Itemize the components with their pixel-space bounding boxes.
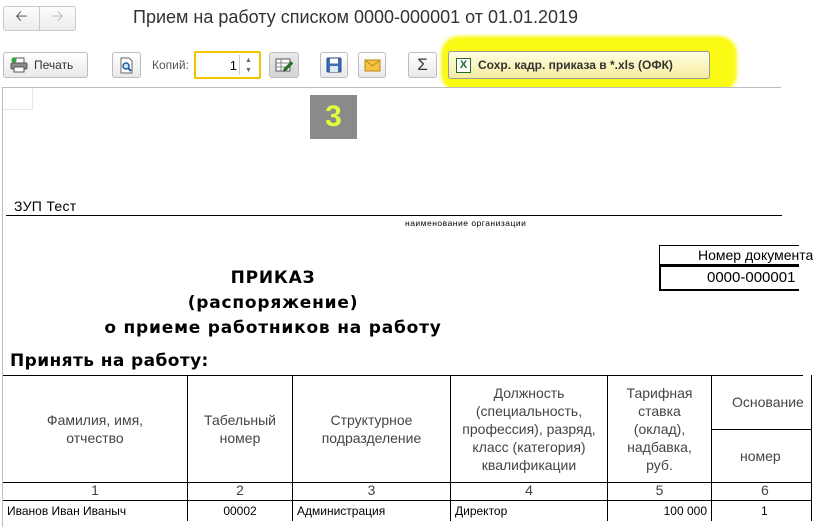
save-button[interactable] <box>320 52 348 78</box>
sum-button[interactable] <box>408 52 437 78</box>
forward-button[interactable] <box>40 7 75 30</box>
excel-icon: X <box>456 58 471 73</box>
print-button[interactable] <box>3 52 88 78</box>
table-row-position[interactable]: Директор <box>451 501 608 521</box>
col-number-5: 5 <box>608 483 712 501</box>
print-preview-icon <box>119 57 135 74</box>
chevron-up-icon[interactable]: ▲ <box>245 56 252 64</box>
order-title <box>3 266 543 341</box>
header-division: Структурное подразделение <box>293 375 451 483</box>
arrow-right-icon: 🡢 <box>51 8 64 25</box>
printer-icon <box>10 57 28 73</box>
sigma-icon: Σ <box>417 55 428 74</box>
copies-stepper[interactable] <box>239 55 257 75</box>
header-rate: Тарифная ставка (оклад), надбавка, руб. <box>608 375 712 483</box>
table-row-rate[interactable]: 100 000 <box>608 501 712 521</box>
save-xls-order-button[interactable] <box>448 51 710 79</box>
order-title-line1: ПРИКАЗ <box>230 268 316 288</box>
table-row-basis-number[interactable]: 1 <box>712 501 812 521</box>
arrow-left-icon: 🡠 <box>15 8 28 25</box>
edit-mode-button[interactable] <box>269 52 299 78</box>
header-position: Должность (специальность, профессия), разряд, класс (категория) квалификации <box>451 375 608 483</box>
step-number-badge: 3 <box>310 95 357 139</box>
organization-underline <box>6 215 782 216</box>
save-xls-order-label: Сохр. кадр. приказа в *.xls (ОФК) <box>478 58 673 72</box>
copies-field[interactable] <box>194 51 261 79</box>
col-number-6: 6 <box>712 483 812 501</box>
header-basis-number: номер <box>712 430 812 483</box>
header-basis: Основание <box>712 375 812 430</box>
col-number-4: 4 <box>451 483 608 501</box>
document-number-header: Номер документа <box>659 245 799 265</box>
floppy-disk-icon <box>326 57 342 73</box>
col-number-2: 2 <box>188 483 293 501</box>
table-row-tab-number[interactable]: 00002 <box>188 501 293 521</box>
preview-button[interactable] <box>112 52 141 78</box>
copies-label: Копий: <box>152 58 189 72</box>
navigation-buttons <box>3 6 76 31</box>
col-number-1: 1 <box>3 483 188 501</box>
print-form-document[interactable] <box>2 87 813 527</box>
header-tab-number: Табельный номер <box>188 375 293 483</box>
organization-caption: наименование организации <box>405 218 527 228</box>
header-fio: Фамилия, имя, отчество <box>3 375 188 483</box>
print-button-label: Печать <box>34 58 74 72</box>
organization-name: ЗУП Тест <box>14 198 77 214</box>
send-email-button[interactable] <box>358 52 386 78</box>
window-title: Прием на работу списком 0000-000001 от 01.01.2019 <box>133 7 579 27</box>
envelope-icon <box>364 59 381 72</box>
order-title-line3: о приеме работников на работу <box>104 318 442 338</box>
table-row-division[interactable]: Администрация <box>293 501 451 521</box>
copies-input[interactable] <box>198 56 240 74</box>
back-button[interactable] <box>4 7 40 30</box>
edit-table-icon <box>275 57 293 73</box>
document-number-value: 0000-000001 <box>659 265 799 291</box>
col-number-3: 3 <box>293 483 451 501</box>
table-row-fio[interactable]: Иванов Иван Иваныч <box>3 501 188 521</box>
hire-section-label: Принять на работу: <box>10 351 209 371</box>
sheet-corner-cell <box>3 88 33 110</box>
order-title-line2: (распоряжение) <box>187 293 359 313</box>
chevron-down-icon[interactable]: ▼ <box>245 66 252 74</box>
